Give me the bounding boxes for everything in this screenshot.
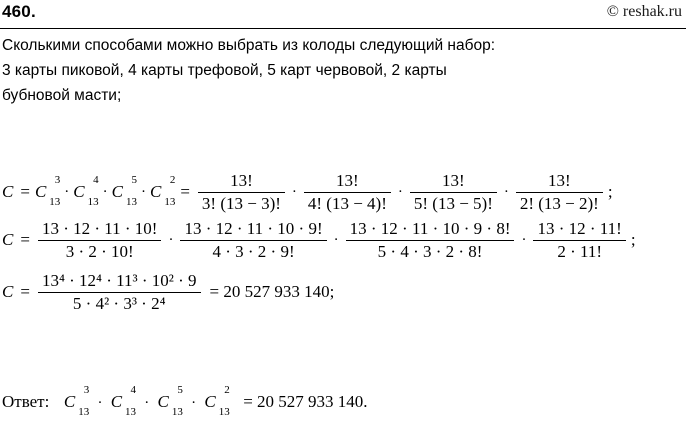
dot-1-2: · [102,183,108,200]
fraction-2-3-denominator: 5 · 4 · 3 · 2 · 8! [346,240,515,262]
answer-line [2,384,368,418]
answer-comb-sup-2: 4 [130,384,137,396]
problem-statement [2,33,674,108]
fraction-2-4 [533,219,625,261]
equals-sign-3: = [20,282,30,301]
fraction-2-2-denominator: 4 · 3 · 2 · 9! [180,240,326,262]
answer-comb-sup-1: 3 [83,384,90,396]
fraction-1-4-numerator: 13! [548,170,571,190]
comb-base-1-2: C [73,182,85,201]
combination-1-3 [111,174,137,208]
answer-label: Ответ: [2,392,50,411]
fraction-1-4-denominator: 2! (13 − 2)! [516,192,603,214]
comb-sup-1-2: 4 [93,174,99,186]
comb-sup-1-4: 2 [169,174,176,186]
comb-sup-1-1: 3 [54,174,61,186]
fraction-2-2 [180,219,326,261]
comb-sub-1-1: 13 [49,196,61,208]
answer-result: = 20 527 933 140. [243,392,368,411]
dot-1-3: · [140,183,146,200]
dot-1-1: · [64,183,70,200]
answer-comb-sub-3: 13 [171,406,183,418]
comb-base-1-4: C [149,182,162,201]
comb-base-1-1: C [34,182,47,201]
comb-sub-1-4: 13 [164,196,176,208]
dot-1-5: · [397,183,403,200]
comb-base-1-3: C [111,182,123,201]
statement-line-1: Сколькими способами можно выбрать из колоды следующий набор: [2,37,496,54]
equation-line-3 [2,270,686,314]
line-3-result: = 20 527 933 140; [209,282,335,301]
fraction-1-1-numerator: 13! [230,170,253,190]
fraction-2-4-numerator: 13 · 12 · 11! [537,218,622,238]
answer-comb-base-4: C [204,392,216,411]
line-1-terminator: ; [607,182,613,201]
comb-sub-1-3: 13 [125,196,137,208]
answer-dot-1: · [97,395,103,411]
answer-dot-3: · [191,395,197,411]
comb-sup-1-3: 5 [131,174,137,186]
statement-line-2: 3 карты пиковой, 4 карты трефовой, 5 карт червовой, 2 карты [2,62,447,79]
dot-1-4: · [291,183,297,200]
answer-comb-sub-4: 13 [218,406,230,418]
fraction-1-3-numerator: 13! [442,170,465,190]
fraction-1-1-denominator: 3! (13 − 3)! [198,192,285,214]
answer-combination-3 [157,384,183,418]
task-number: 460. [2,2,36,21]
equals-sign-1b: = [180,182,190,201]
statement-line-3: бубновой масти; [2,87,122,104]
fraction-1-1 [198,171,285,213]
dot-2-1: · [168,231,174,248]
lhs-symbol-3: C [2,282,14,301]
fraction-2-3-numerator: 13 · 12 · 11 · 10 · 9 · 8! [349,218,511,238]
lhs-symbol-2: C [2,230,14,249]
solution-block [2,170,686,318]
site-watermark: © reshak.ru [606,3,682,20]
answer-comb-base-2: C [110,392,123,411]
fraction-2-2-numerator: 13 · 12 · 11 · 10 · 9! [184,218,323,238]
fraction-2-1-numerator: 13 · 12 · 11 · 10! [41,218,158,238]
answer-comb-sup-3: 5 [177,384,183,396]
dot-2-2: · [333,231,339,248]
answer-comb-base-3: C [157,392,169,411]
fraction-1-2 [304,171,391,213]
answer-combination-1 [63,384,90,418]
fraction-2-3 [346,219,515,261]
combination-1-4 [149,174,176,208]
combination-1-2 [73,174,99,208]
answer-comb-sup-4: 2 [224,384,230,396]
lhs-symbol-1: C [2,182,14,201]
header-divider [0,28,686,29]
fraction-2-4-denominator: 2 · 11! [533,240,625,262]
dot-2-3: · [521,231,527,248]
comb-sub-1-2: 13 [87,196,99,208]
fraction-2-1 [38,219,162,261]
fraction-3-1 [38,271,201,313]
line-2-terminator: ; [630,230,636,249]
equals-sign-1a: = [20,182,30,201]
fraction-1-4 [516,171,603,213]
fraction-1-2-denominator: 4! (13 − 4)! [304,192,391,214]
fraction-1-3-denominator: 5! (13 − 5)! [410,192,497,214]
answer-comb-base-1: C [63,392,76,411]
equation-line-1 [2,170,686,214]
fraction-3-1-numerator: 13⁴ · 12⁴ · 11³ · 10² · 9 [41,270,197,290]
equals-sign-2: = [20,230,30,249]
answer-combination-2 [110,384,137,418]
answer-dot-2: · [144,395,150,411]
answer-combination-4 [204,384,230,418]
equation-line-2 [2,218,686,262]
answer-comb-sub-1: 13 [78,406,90,418]
answer-comb-sub-2: 13 [125,406,137,418]
fraction-2-1-denominator: 3 · 2 · 10! [38,240,162,262]
combination-1-1 [34,174,61,208]
fraction-1-3 [410,171,497,213]
fraction-1-2-numerator: 13! [336,170,359,190]
fraction-3-1-denominator: 5 · 4² · 3³ · 2⁴ [38,292,201,314]
dot-1-6: · [503,183,509,200]
page-header [0,0,686,28]
